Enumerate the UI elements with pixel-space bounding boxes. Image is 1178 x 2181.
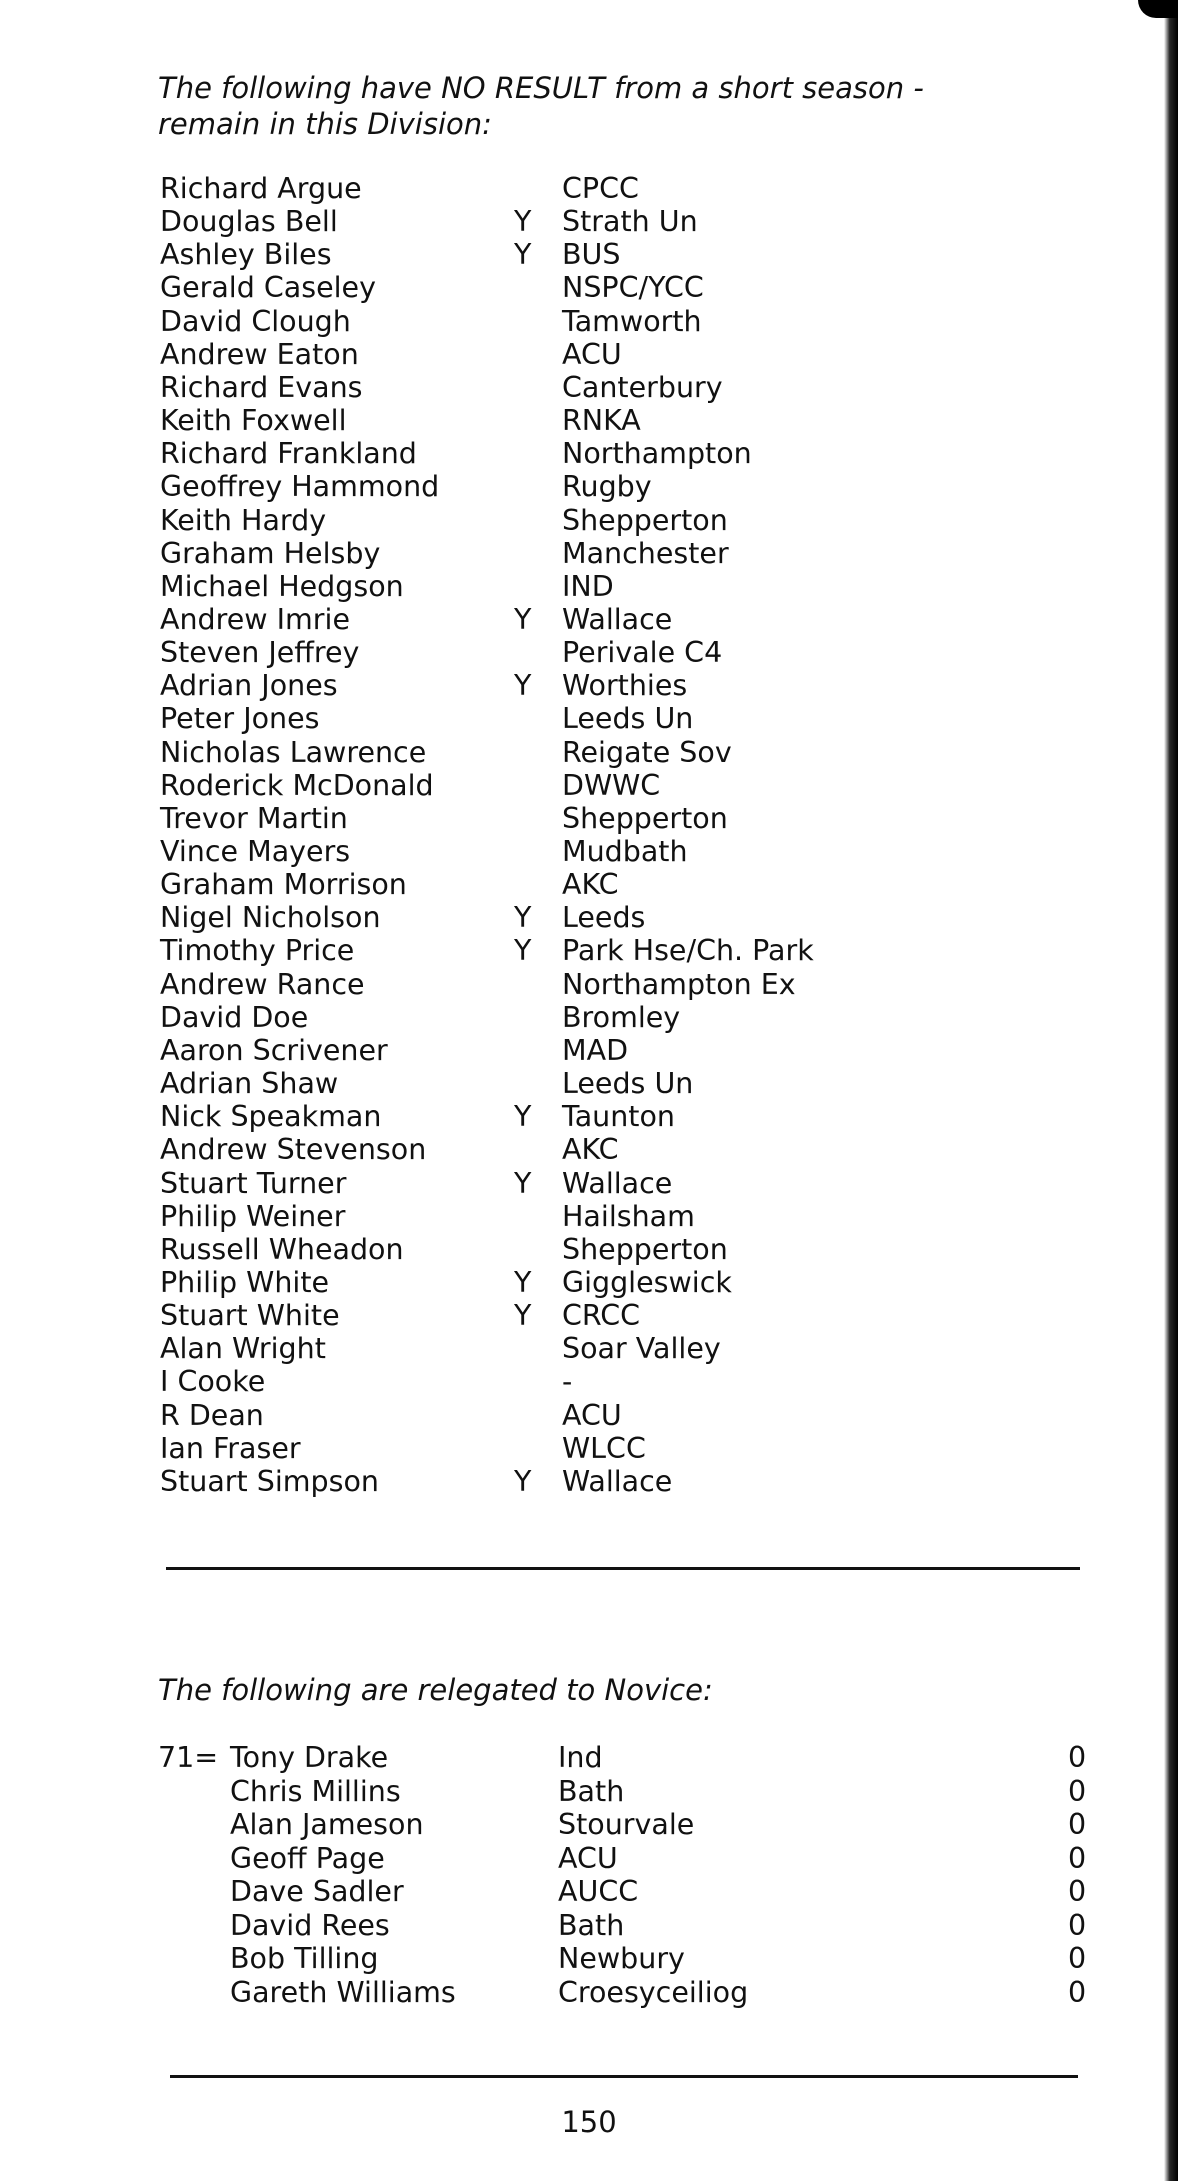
club-name: - bbox=[562, 1365, 573, 1399]
player-name: Richard Argue bbox=[160, 172, 362, 205]
club-name: Rugby bbox=[562, 470, 652, 504]
player-name: Aaron Scrivener bbox=[160, 1033, 388, 1067]
club-name: WLCC bbox=[562, 1431, 646, 1465]
y-flag: Y bbox=[514, 901, 532, 935]
club-name: ACU bbox=[562, 1398, 622, 1432]
player-name: Graham Helsby bbox=[160, 536, 381, 570]
page-corner bbox=[1138, 0, 1178, 18]
score: 0 bbox=[1068, 1975, 1087, 2009]
player-name: Gerald Caseley bbox=[160, 271, 376, 305]
section-heading-no-result: The following have NO RESULT from a short season - remain in this Division: bbox=[158, 71, 924, 141]
club-name: Leeds bbox=[562, 901, 646, 935]
club-name: AUCC bbox=[558, 1875, 639, 1908]
player-name: Vince Mayers bbox=[160, 835, 351, 868]
y-flag: Y bbox=[514, 934, 532, 968]
player-name: Stuart Simpson bbox=[160, 1464, 379, 1498]
player-name: Douglas Bell bbox=[160, 205, 338, 239]
player-name: Keith Hardy bbox=[160, 503, 327, 537]
y-flag: Y bbox=[514, 205, 532, 239]
player-name: I Cooke bbox=[160, 1365, 266, 1399]
player-name: Nick Speakman bbox=[160, 1100, 382, 1134]
player-name: Michael Hedgson bbox=[160, 569, 404, 603]
club-name: Worthies bbox=[562, 669, 688, 703]
club-name: AKC bbox=[562, 1133, 619, 1167]
page-number: 150 bbox=[561, 2105, 617, 2139]
score: 0 bbox=[1068, 1942, 1087, 1975]
club-name: Newbury bbox=[558, 1942, 685, 1975]
club-name: Strath Un bbox=[562, 205, 698, 239]
player-name: Graham Morrison bbox=[160, 868, 407, 902]
y-flag: Y bbox=[514, 1464, 532, 1498]
player-name: David Clough bbox=[160, 304, 351, 338]
club-name: IND bbox=[562, 569, 614, 603]
player-name: Geoffrey Hammond bbox=[160, 470, 440, 504]
player-name: Bob Tilling bbox=[230, 1942, 379, 1975]
player-name: David Doe bbox=[160, 1000, 309, 1034]
club-name: Reigate Sov bbox=[562, 735, 732, 769]
club-name: NSPC/YCC bbox=[562, 271, 704, 305]
player-name: Nigel Nicholson bbox=[160, 901, 381, 935]
player-name: Andrew Rance bbox=[160, 967, 365, 1001]
club-name: Hailsham bbox=[562, 1199, 695, 1233]
club-name: Bath bbox=[558, 1908, 625, 1942]
player-name: Tony Drake bbox=[230, 1741, 389, 1774]
player-name: Dave Sadler bbox=[230, 1875, 404, 1908]
player-name: Stuart Turner bbox=[160, 1166, 347, 1200]
club-name: Shepperton bbox=[562, 801, 728, 835]
club-name: CRCC bbox=[562, 1299, 641, 1333]
score: 0 bbox=[1068, 1841, 1087, 1875]
player-name: Andrew Stevenson bbox=[160, 1133, 427, 1167]
player-name: R Dean bbox=[160, 1398, 264, 1432]
player-name: Roderick McDonald bbox=[160, 768, 434, 802]
player-name: Trevor Martin bbox=[160, 801, 348, 835]
club-name: Stourvale bbox=[558, 1808, 695, 1841]
y-flag: Y bbox=[514, 1299, 532, 1333]
player-name: Stuart White bbox=[160, 1299, 340, 1333]
club-name: ACU bbox=[558, 1841, 618, 1875]
player-name: Peter Jones bbox=[160, 702, 320, 736]
club-name: Tamworth bbox=[562, 304, 702, 338]
player-name: Alan Jameson bbox=[230, 1808, 424, 1841]
club-name: Manchester bbox=[562, 536, 729, 570]
club-name: Ind bbox=[558, 1741, 603, 1774]
club-name: Canterbury bbox=[562, 370, 723, 404]
y-flag: Y bbox=[514, 238, 532, 272]
player-name: Gareth Williams bbox=[230, 1975, 456, 2009]
club-name: Croesyceiliog bbox=[558, 1975, 749, 2009]
club-name: Leeds Un bbox=[562, 1067, 694, 1101]
position: 71= bbox=[158, 1741, 219, 1774]
club-name: MAD bbox=[562, 1033, 629, 1067]
y-flag: Y bbox=[514, 1100, 532, 1134]
player-name: David Rees bbox=[230, 1908, 390, 1942]
score: 0 bbox=[1068, 1875, 1087, 1908]
player-name: Ashley Biles bbox=[160, 238, 332, 272]
player-name: Philip White bbox=[160, 1265, 330, 1299]
player-name: Russell Wheadon bbox=[160, 1232, 404, 1266]
club-name: Shepperton bbox=[562, 503, 728, 537]
club-name: Soar Valley bbox=[562, 1332, 721, 1366]
player-name: Andrew Eaton bbox=[160, 337, 359, 371]
player-name: Adrian Jones bbox=[160, 669, 338, 703]
y-flag: Y bbox=[514, 602, 532, 636]
player-name: Chris Millins bbox=[230, 1774, 401, 1808]
club-name: Northampton bbox=[562, 437, 752, 471]
player-name: Richard Evans bbox=[160, 370, 363, 404]
player-name: Geoff Page bbox=[230, 1841, 385, 1875]
club-name: Wallace bbox=[562, 1166, 673, 1200]
section-divider bbox=[166, 1567, 1080, 1570]
player-name: Timothy Price bbox=[160, 934, 355, 968]
player-name: Steven Jeffrey bbox=[160, 636, 360, 670]
player-name: Adrian Shaw bbox=[160, 1067, 339, 1101]
player-name: Philip Weiner bbox=[160, 1199, 346, 1233]
club-name: Park Hse/Ch. Park bbox=[562, 934, 814, 968]
player-name: Alan Wright bbox=[160, 1332, 326, 1366]
club-name: CPCC bbox=[562, 172, 639, 205]
score: 0 bbox=[1068, 1808, 1087, 1841]
y-flag: Y bbox=[514, 669, 532, 703]
footer-divider bbox=[170, 2075, 1078, 2078]
player-name: Richard Frankland bbox=[160, 437, 417, 471]
club-name: Taunton bbox=[562, 1100, 675, 1134]
club-name: Shepperton bbox=[562, 1232, 728, 1266]
player-name: Nicholas Lawrence bbox=[160, 735, 427, 769]
club-name: ACU bbox=[562, 337, 622, 371]
club-name: Northampton Ex bbox=[562, 967, 796, 1001]
player-name: Andrew Imrie bbox=[160, 602, 350, 636]
club-name: AKC bbox=[562, 868, 619, 902]
club-name: RNKA bbox=[562, 404, 641, 438]
player-name: Keith Foxwell bbox=[160, 404, 347, 438]
y-flag: Y bbox=[514, 1166, 532, 1200]
club-name: Bromley bbox=[562, 1000, 681, 1034]
club-name: Perivale C4 bbox=[562, 636, 723, 670]
club-name: Wallace bbox=[562, 1464, 673, 1498]
club-name: BUS bbox=[562, 238, 621, 272]
club-name: Giggleswick bbox=[562, 1265, 732, 1299]
club-name: Mudbath bbox=[562, 835, 688, 868]
player-name: Ian Fraser bbox=[160, 1431, 301, 1465]
page-edge bbox=[1164, 0, 1178, 2181]
club-name: DWWC bbox=[562, 768, 661, 802]
score: 0 bbox=[1068, 1908, 1087, 1942]
club-name: Wallace bbox=[562, 602, 673, 636]
score: 0 bbox=[1068, 1774, 1087, 1808]
y-flag: Y bbox=[514, 1265, 532, 1299]
section-heading-relegated: The following are relegated to Novice: bbox=[158, 1673, 713, 1707]
score: 0 bbox=[1068, 1741, 1087, 1774]
club-name: Leeds Un bbox=[562, 702, 694, 736]
club-name: Bath bbox=[558, 1774, 625, 1808]
